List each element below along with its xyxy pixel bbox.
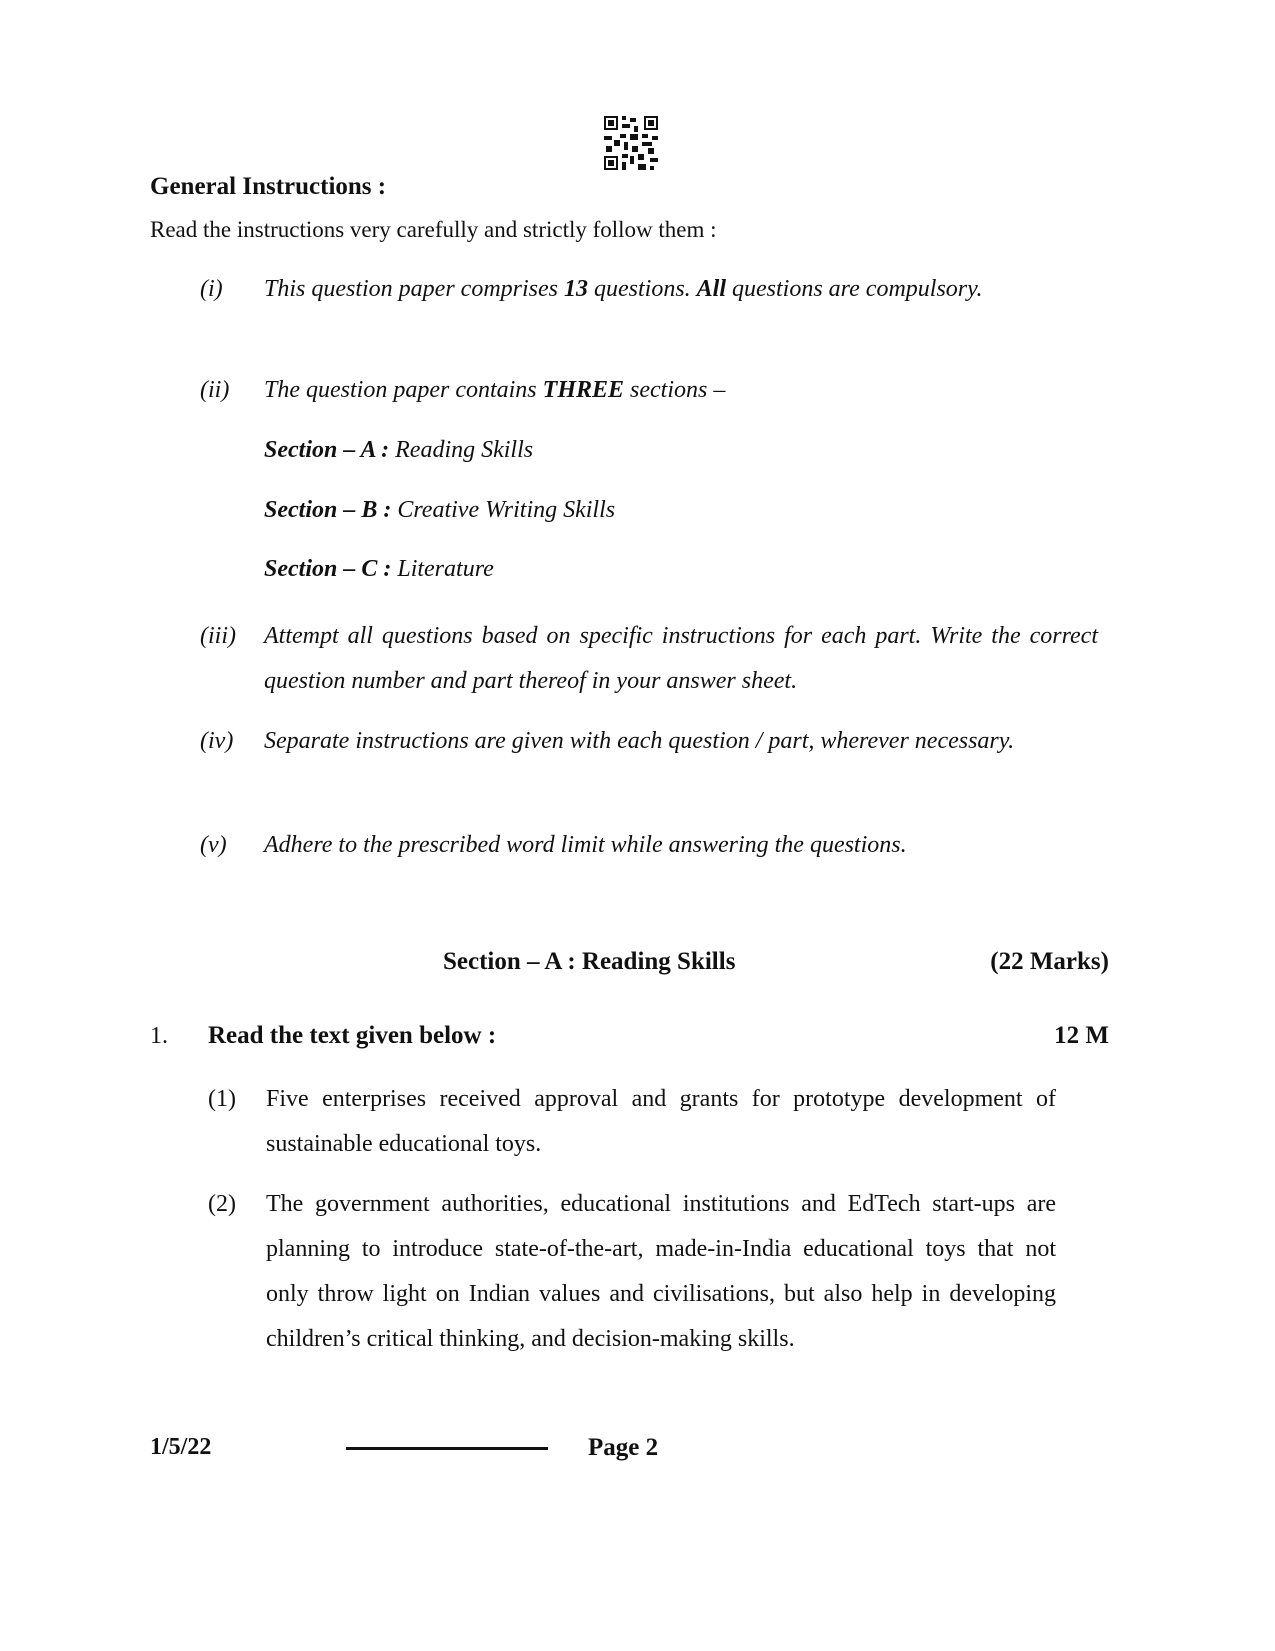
instruction-item [200,614,1098,704]
passage-paragraph [208,1182,1056,1362]
instruction-text: Attempt all questions based on specific instructions for each part. Write the correct question number and part thereof in your answer sheet. [264,623,1098,694]
instruction-text: Adhere to the prescribed word limit while answering the questions. [264,832,907,858]
instruction-number: (iii) [200,623,236,649]
instruction-number: (iv) [200,728,234,754]
paragraph-text: Five enterprises received approval and grants for prototype development of sustainable educational toys. [266,1086,1056,1157]
instruction-text: The question paper contains THREE sections – [264,377,726,403]
general-instructions-subtitle: Read the instructions very carefully and strictly follow them : [150,217,717,242]
instruction-number: (i) [200,276,223,302]
paragraph-number: (1) [208,1086,236,1112]
passage-paragraph [208,1077,1056,1167]
section-a-marks: (22 Marks) [990,948,1109,975]
section-a-heading: Section – A : Reading Skills [443,948,736,975]
footer-divider [346,1447,548,1450]
paper-code: 1/5/22 [150,1434,212,1460]
instruction-text: Separate instructions are given with each question / part, wherever necessary. [264,728,1015,754]
section-list-item: Section – B : Creative Writing Skills [264,497,616,523]
paragraph-number: (2) [208,1191,236,1217]
question-number: 1. [150,1023,168,1049]
question-marks: 12 M [1054,1022,1109,1049]
section-list-item: Section – A : Reading Skills [264,437,534,463]
qr-code-icon [604,116,658,170]
instruction-item [200,823,1098,868]
instruction-item [200,267,1098,312]
general-instructions-title: General Instructions : [150,173,387,200]
instruction-number: (v) [200,832,227,858]
instruction-item [200,368,1098,413]
instruction-text: This question paper comprises 13 questions. All questions are compulsory. [264,276,983,302]
instruction-item [200,719,1098,764]
section-list-item: Section – C : Literature [264,556,494,582]
paragraph-text: The government authorities, educational institutions and EdTech start-ups are planning to introduce state-of-the-art, made-in-India educational toys that not only throw light on Indian values and civilisations, but also help in developing children’s critical thinking, and decision-making skills. [266,1191,1056,1352]
question-text: Read the text given below : [208,1022,497,1049]
instruction-number: (ii) [200,377,230,403]
page-number: Page 2 [588,1434,659,1461]
